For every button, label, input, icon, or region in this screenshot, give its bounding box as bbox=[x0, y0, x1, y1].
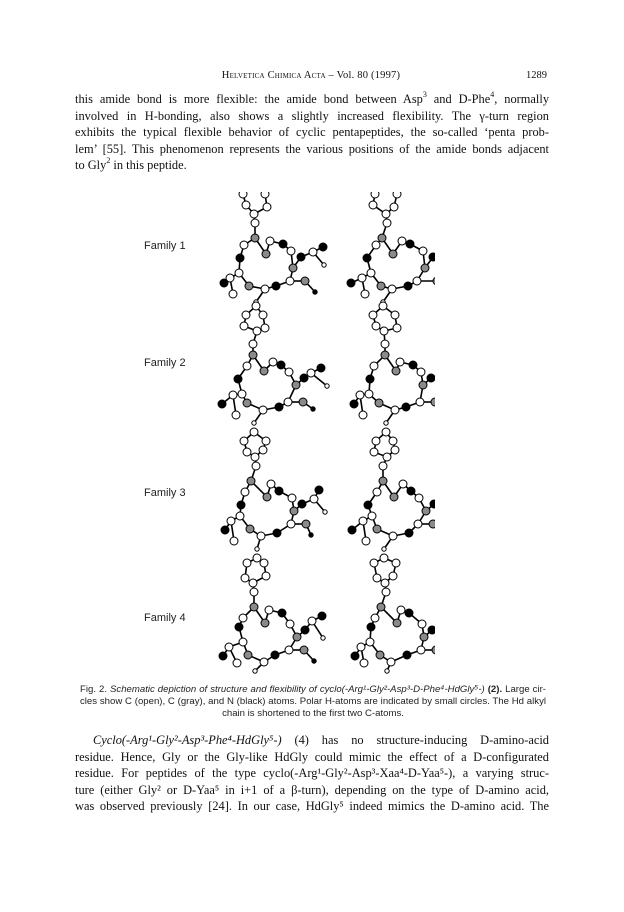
atom bbox=[379, 477, 387, 485]
atom bbox=[252, 421, 256, 425]
atom bbox=[419, 381, 427, 389]
atom bbox=[359, 517, 367, 525]
atom bbox=[243, 448, 251, 456]
atom bbox=[382, 210, 390, 218]
atom bbox=[416, 398, 424, 406]
atom bbox=[431, 398, 435, 406]
atom bbox=[398, 237, 406, 245]
atom bbox=[261, 192, 269, 198]
atom bbox=[286, 277, 294, 285]
atom bbox=[414, 520, 422, 528]
atom bbox=[371, 192, 379, 198]
molecule-model bbox=[351, 554, 435, 673]
atom bbox=[356, 391, 364, 399]
molecule-model bbox=[219, 554, 326, 673]
atom bbox=[372, 437, 380, 445]
atom bbox=[277, 361, 285, 369]
atom bbox=[377, 603, 385, 611]
atom bbox=[404, 282, 412, 290]
atom bbox=[389, 532, 397, 540]
atom bbox=[233, 659, 241, 667]
atom bbox=[366, 375, 374, 383]
atom bbox=[246, 525, 254, 533]
atom bbox=[397, 606, 405, 614]
atom bbox=[309, 533, 313, 537]
atom bbox=[417, 368, 425, 376]
atom bbox=[379, 462, 387, 470]
atom bbox=[389, 572, 397, 580]
atom bbox=[351, 652, 359, 660]
atom bbox=[421, 264, 429, 272]
atom bbox=[358, 274, 366, 282]
text-line: to Gly$^2$ in this peptide. bbox=[75, 156, 187, 173]
atom bbox=[243, 559, 251, 567]
atom bbox=[235, 269, 243, 277]
atom bbox=[350, 400, 358, 408]
atom bbox=[321, 636, 325, 640]
atom bbox=[249, 340, 257, 348]
atom bbox=[381, 351, 389, 359]
journal-volume: – Vol. 80 (1997) bbox=[328, 70, 401, 81]
atom bbox=[419, 247, 427, 255]
atom bbox=[389, 437, 397, 445]
atom bbox=[230, 537, 238, 545]
atom bbox=[271, 651, 279, 659]
atom bbox=[261, 619, 269, 627]
atom bbox=[278, 609, 286, 617]
atom bbox=[322, 263, 326, 267]
atom bbox=[253, 327, 261, 335]
atom bbox=[383, 219, 391, 227]
family-3-label: Family 3 bbox=[144, 487, 186, 499]
running-head bbox=[75, 70, 547, 84]
atom bbox=[302, 520, 310, 528]
text-line: exhibits the typical flexible behavior of cyclic pentapeptides, the so-called ‘penta prob- bbox=[75, 125, 549, 140]
atom bbox=[287, 520, 295, 528]
atom bbox=[379, 302, 387, 310]
atom bbox=[325, 384, 329, 388]
text-line: ture (either Gly² or D-Yaa⁵ in i+1 of a β-turn), depending on the type of D-amino acid, bbox=[75, 782, 549, 797]
atom bbox=[240, 241, 248, 249]
atom bbox=[405, 529, 413, 537]
atom bbox=[301, 626, 309, 634]
atom bbox=[317, 364, 325, 372]
atom bbox=[405, 609, 413, 617]
atom bbox=[260, 559, 268, 567]
atom bbox=[250, 588, 258, 596]
atom bbox=[433, 277, 435, 285]
atom bbox=[428, 626, 435, 634]
atom bbox=[250, 428, 258, 436]
atom bbox=[393, 324, 401, 332]
atom bbox=[250, 603, 258, 611]
atom bbox=[391, 311, 399, 319]
family-1-label: Family 1 bbox=[144, 240, 186, 252]
atom bbox=[242, 311, 250, 319]
atom bbox=[241, 574, 249, 582]
atom bbox=[284, 398, 292, 406]
atom bbox=[361, 290, 369, 298]
atom bbox=[382, 588, 390, 596]
caption-line: cles show C (open), C (gray), and N (black) atoms. Polar H-atoms are indicated by small circles. The Hd alkyl bbox=[80, 696, 546, 707]
atom bbox=[415, 494, 423, 502]
text-line: residue. For peptides of the type cyclo(-Arg¹-Gly²-Asp³-Xaa⁴-D-Yaa⁵-), a varying struc- bbox=[75, 766, 549, 781]
caption-compound: (2). bbox=[484, 684, 503, 695]
atom bbox=[373, 525, 381, 533]
text-line: residue. Hence, Gly or the Gly-like HdGly could mimic the effect of a D-configurated bbox=[75, 749, 549, 764]
atom bbox=[348, 526, 356, 534]
atom bbox=[382, 428, 390, 436]
atom bbox=[229, 391, 237, 399]
atom bbox=[243, 362, 251, 370]
atom bbox=[236, 254, 244, 262]
atom bbox=[383, 453, 391, 461]
atom bbox=[293, 633, 301, 641]
atom bbox=[245, 282, 253, 290]
body-paragraph-bottom bbox=[75, 732, 549, 815]
atom bbox=[252, 462, 260, 470]
atom bbox=[247, 477, 255, 485]
atom bbox=[260, 367, 268, 375]
atom bbox=[389, 250, 397, 258]
atom bbox=[311, 407, 315, 411]
atom bbox=[250, 210, 258, 218]
atom bbox=[380, 327, 388, 335]
atom bbox=[279, 240, 287, 248]
atom bbox=[420, 633, 428, 641]
atom bbox=[251, 234, 259, 242]
atom bbox=[259, 311, 267, 319]
atom bbox=[387, 658, 395, 666]
atom bbox=[422, 507, 430, 515]
family-4-label: Family 4 bbox=[144, 612, 186, 624]
atom bbox=[318, 612, 326, 620]
atom bbox=[263, 493, 271, 501]
atom bbox=[263, 203, 271, 211]
atom bbox=[259, 446, 267, 454]
atom bbox=[244, 651, 252, 659]
atom bbox=[367, 623, 375, 631]
atom bbox=[390, 203, 398, 211]
atom bbox=[289, 264, 297, 272]
atom bbox=[432, 646, 435, 654]
atom bbox=[375, 399, 383, 407]
text-line: was observed previously [24]. In our case, HdGly⁵ indeed mimics the D-amino acid. The bbox=[75, 799, 549, 814]
figure-caption: Fig. 2. Schematic depiction of structure and flexibility of cyclo(-Arg¹-Gly²-Asp³-D-Phe⁴-HdGly⁵-) (2). Large cir- cles show C (open), C (gray), and N (black) atoms. Polar H-atoms are indicated by small circles. The Hd alkyl chain is shortened to the first two C-atoms. bbox=[80, 684, 546, 719]
atom bbox=[220, 279, 228, 287]
atom bbox=[323, 510, 327, 514]
atom bbox=[237, 501, 245, 509]
atom bbox=[313, 290, 317, 294]
text-line: this amide bond is more flexible: the amide bond between Asp$^3$ and D-Phe$^4$, normally bbox=[75, 89, 550, 106]
atom bbox=[381, 579, 389, 587]
caption-title: Schematic depiction of structure and flexibility of cyclo(-Arg¹-Gly²-Asp³-D-Phe⁴-HdGly⁵-) bbox=[110, 684, 485, 695]
atom bbox=[430, 500, 435, 508]
atom bbox=[229, 290, 237, 298]
atom bbox=[370, 448, 378, 456]
atom bbox=[262, 250, 270, 258]
atom bbox=[377, 282, 385, 290]
atom bbox=[236, 512, 244, 520]
atom bbox=[262, 572, 270, 580]
atom bbox=[253, 669, 257, 673]
atom bbox=[232, 411, 240, 419]
atom bbox=[372, 241, 380, 249]
molecule-model bbox=[350, 302, 435, 425]
atom bbox=[388, 285, 396, 293]
atom bbox=[319, 243, 327, 251]
atom bbox=[239, 614, 247, 622]
atom bbox=[286, 620, 294, 628]
molecule-model bbox=[348, 428, 435, 551]
atom bbox=[373, 488, 381, 496]
atom bbox=[299, 398, 307, 406]
molecule-model bbox=[347, 192, 435, 304]
atom bbox=[307, 369, 315, 377]
atom bbox=[364, 501, 372, 509]
atom bbox=[243, 399, 251, 407]
atom bbox=[301, 277, 309, 285]
atom bbox=[399, 480, 407, 488]
body-paragraph-top bbox=[75, 91, 549, 174]
molecular-structures-figure bbox=[175, 192, 435, 677]
atom bbox=[402, 403, 410, 411]
atom bbox=[292, 381, 300, 389]
atom bbox=[360, 659, 368, 667]
atom bbox=[382, 547, 386, 551]
atom bbox=[285, 646, 293, 654]
molecule-model bbox=[221, 428, 327, 551]
atom bbox=[363, 254, 371, 262]
atom bbox=[275, 487, 283, 495]
atom bbox=[393, 619, 401, 627]
atom bbox=[227, 517, 235, 525]
atom bbox=[255, 547, 259, 551]
atom bbox=[385, 669, 389, 673]
atom bbox=[234, 375, 242, 383]
atom bbox=[238, 390, 246, 398]
atom bbox=[406, 240, 414, 248]
atom bbox=[362, 537, 370, 545]
atom bbox=[368, 512, 376, 520]
atom bbox=[259, 406, 267, 414]
atom bbox=[300, 374, 308, 382]
atom bbox=[413, 277, 421, 285]
atom bbox=[240, 437, 248, 445]
atom bbox=[267, 480, 275, 488]
atom bbox=[297, 253, 305, 261]
atom bbox=[347, 279, 355, 287]
atom bbox=[373, 574, 381, 582]
atom bbox=[309, 248, 317, 256]
atom bbox=[261, 324, 269, 332]
page-number: 1289 bbox=[526, 70, 547, 81]
text-line: lem’ [55]. This phenomenon represents the various positions of the amide bonds adjacent bbox=[75, 141, 549, 156]
atom bbox=[251, 219, 259, 227]
atom bbox=[287, 247, 295, 255]
atom bbox=[369, 311, 377, 319]
atom bbox=[357, 643, 365, 651]
atom bbox=[403, 651, 411, 659]
caption-line: chain is shortened to the first two C-atoms. bbox=[222, 708, 404, 719]
journal-name: Helvetica Chimica Acta bbox=[221, 70, 326, 81]
atom bbox=[371, 614, 379, 622]
atom bbox=[429, 253, 435, 261]
atom bbox=[249, 579, 257, 587]
atom bbox=[391, 446, 399, 454]
atom bbox=[273, 529, 281, 537]
atom bbox=[219, 652, 227, 660]
atom bbox=[365, 390, 373, 398]
atom bbox=[252, 302, 260, 310]
atom bbox=[370, 362, 378, 370]
atom bbox=[384, 421, 388, 425]
atom bbox=[285, 368, 293, 376]
text-line: involved in H-bonding, also shows a slightly increased flexibility. The γ-turn region bbox=[75, 108, 549, 123]
molecule-model bbox=[218, 302, 329, 425]
atom bbox=[266, 237, 274, 245]
atom bbox=[225, 643, 233, 651]
atom bbox=[312, 659, 316, 663]
atom bbox=[261, 285, 269, 293]
atom bbox=[257, 532, 265, 540]
atom bbox=[242, 201, 250, 209]
atom bbox=[407, 487, 415, 495]
atom bbox=[275, 403, 283, 411]
atom bbox=[359, 411, 367, 419]
atom bbox=[221, 526, 229, 534]
family-2-label: Family 2 bbox=[144, 357, 186, 369]
atom bbox=[372, 322, 380, 330]
atom bbox=[241, 488, 249, 496]
compound-title: Cyclo(-Arg¹-Gly²-Asp³-Phe⁴-HdGly⁵-) bbox=[93, 733, 282, 747]
atom bbox=[367, 269, 375, 277]
molecule-model bbox=[220, 192, 327, 304]
atom bbox=[409, 361, 417, 369]
atom bbox=[290, 507, 298, 515]
atom bbox=[366, 638, 374, 646]
atom bbox=[262, 437, 270, 445]
atom bbox=[396, 358, 404, 366]
atom bbox=[390, 493, 398, 501]
atom bbox=[298, 500, 306, 508]
atom bbox=[310, 495, 318, 503]
atom bbox=[315, 486, 323, 494]
atom bbox=[381, 340, 389, 348]
atom bbox=[391, 406, 399, 414]
atom bbox=[253, 554, 261, 562]
atom bbox=[378, 234, 386, 242]
atom bbox=[240, 322, 248, 330]
atom bbox=[308, 617, 316, 625]
caption-label: Fig. 2. bbox=[80, 684, 107, 695]
atom bbox=[272, 282, 280, 290]
atom bbox=[376, 651, 384, 659]
atom bbox=[239, 638, 247, 646]
atom bbox=[288, 494, 296, 502]
atom bbox=[239, 192, 247, 198]
atom bbox=[393, 192, 401, 198]
atom bbox=[269, 358, 277, 366]
atom bbox=[260, 658, 268, 666]
text-line: Cyclo(-Arg¹-Gly²-Asp³-Phe⁴-HdGly⁵-) (4) has no structure-inducing D-amino-acid bbox=[93, 733, 549, 747]
atom bbox=[392, 559, 400, 567]
atom bbox=[370, 559, 378, 567]
atom bbox=[251, 453, 259, 461]
atom bbox=[380, 554, 388, 562]
atom bbox=[427, 374, 435, 382]
atom bbox=[392, 367, 400, 375]
atom bbox=[429, 520, 435, 528]
atom bbox=[369, 201, 377, 209]
atom bbox=[218, 400, 226, 408]
atom bbox=[300, 646, 308, 654]
atom bbox=[418, 620, 426, 628]
atom bbox=[235, 623, 243, 631]
atom bbox=[249, 351, 257, 359]
atom bbox=[417, 646, 425, 654]
atom bbox=[265, 606, 273, 614]
